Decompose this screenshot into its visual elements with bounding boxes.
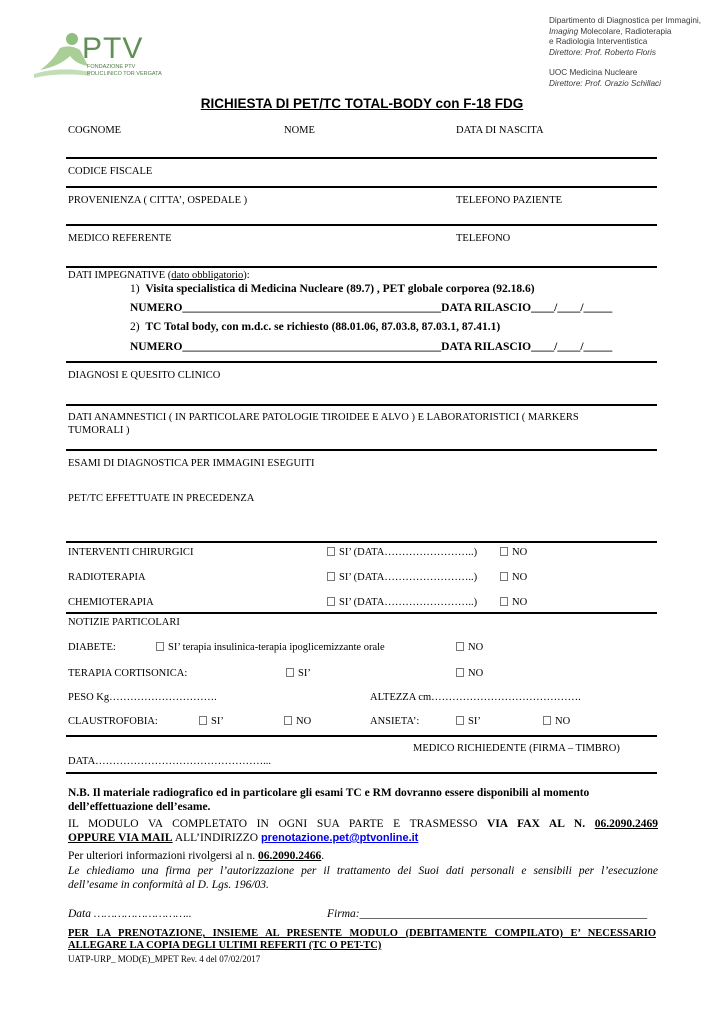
- impegnativa-item-2: 2) TC Total body, con m.d.c. se richiesto (88.01.06, 87.03.8, 87.03.1, 87.41.1): [130, 321, 501, 333]
- header-line1: Dipartimento di Diagnostica per Immagini,: [549, 16, 701, 25]
- divider: [66, 541, 657, 543]
- chemioterapia-no-option[interactable]: NO: [500, 597, 527, 608]
- email-link[interactable]: prenotazione.pet@ptvonline.it: [260, 832, 419, 844]
- anamnestici-label: DATI ANAMNESTICI ( IN PARTICOLARE PATOLOGIE TIROIDEE E ALVO ) E LABORATORISTICI ( MARKERS: [68, 412, 579, 423]
- checkbox-icon: [327, 572, 335, 581]
- data-nascita-label: DATA DI NASCITA: [456, 125, 544, 136]
- modulo-line-2: OPPURE VIA MAIL ALL’INDIRIZZO prenotazione.pet@ptvonline.it: [68, 832, 419, 844]
- checkbox-icon: [284, 716, 292, 725]
- page-title: RICHIESTA DI PET/TC TOTAL-BODY con F-18 FDG: [200, 96, 524, 111]
- firma-field[interactable]: Firma:__________________________________________________: [327, 908, 648, 920]
- nb-line-2: dell’effettuazione dell’esame.: [68, 801, 211, 813]
- notizie-title: NOTIZIE PARTICOLARI: [68, 617, 180, 628]
- claustrofobia-si-option[interactable]: SI’: [199, 716, 224, 727]
- diabete-no-option[interactable]: NO: [456, 642, 483, 653]
- cortisonica-no-option[interactable]: NO: [456, 668, 483, 679]
- pet-precedenza-label: PET/TC EFFETTUATE IN PRECEDENZA: [68, 493, 255, 504]
- diabete-label: DIABETE:: [68, 642, 116, 653]
- interventi-no-option[interactable]: NO: [500, 547, 527, 558]
- medico-referente-label: MEDICO REFERENTE: [68, 233, 172, 244]
- header-line4: Direttore: Prof. Roberto Floris: [549, 47, 656, 57]
- ansieta-no-option[interactable]: NO: [543, 716, 570, 727]
- provenienza-label: PROVENIENZA ( CITTA’, OSPEDALE ): [68, 195, 248, 206]
- divider: [66, 449, 657, 451]
- prenotazione-line-1: PER LA PRENOTAZIONE, INSIEME AL PRESENTE MODULO (DEBITAMENTE COMPILATO) E’ NECESSARIO: [68, 928, 656, 939]
- radioterapia-label: RADIOTERAPIA: [68, 572, 146, 583]
- claustrofobia-label: CLAUSTROFOBIA:: [68, 716, 158, 727]
- ansieta-label: ANSIETA’:: [370, 716, 420, 727]
- interventi-label: INTERVENTI CHIRURGICI: [68, 547, 194, 558]
- department-header: [549, 16, 701, 89]
- chemioterapia-label: CHEMIOTERAPIA: [68, 597, 154, 608]
- header-line2: Imaging Molecolare, Radioterapia: [549, 26, 672, 36]
- diagnosi-label: DIAGNOSI E QUESITO CLINICO: [68, 370, 221, 381]
- checkbox-icon: [543, 716, 551, 725]
- numero-data-line-2: NUMERO_____________________________________________DATA RILASCIO____/____/_____: [130, 341, 613, 353]
- divider: [66, 612, 657, 614]
- privacy-line-2: dell’esame in conformità al D. Lgs. 196/03.: [68, 879, 269, 891]
- divider: [66, 404, 657, 406]
- esami-label: ESAMI DI DIAGNOSTICA PER IMMAGINI ESEGUITI: [68, 458, 315, 469]
- nb-line-1: N.B. Il materiale radiografico ed in particolare gli esami TC e RM dovranno essere disponibili al momento: [68, 787, 590, 799]
- divider: [66, 361, 657, 363]
- checkbox-icon: [500, 572, 508, 581]
- logo-sub1: FONDAZIONE PTV: [87, 64, 136, 70]
- radioterapia-si-option[interactable]: SI’ (DATA……………………..): [327, 572, 477, 583]
- checkbox-icon: [199, 716, 207, 725]
- info-line: Per ulteriori informazioni rivolgersi al n. 06.2090.2466.: [68, 850, 325, 862]
- data-sign-field[interactable]: Data ………………………..: [68, 908, 192, 920]
- radioterapia-no-option[interactable]: NO: [500, 572, 527, 583]
- modulo-line-1: IL MODULO VA COMPLETATO IN OGNI SUA PARTE E TRASMESSO VIA FAX AL N. 06.2090.2469: [68, 818, 658, 830]
- logo-text: PTV: [82, 32, 144, 65]
- divider: [66, 735, 657, 737]
- peso-field[interactable]: PESO Kg………………………….: [68, 692, 217, 703]
- divider: [66, 157, 657, 159]
- privacy-line-1: Le chiediamo una firma per l’autorizzazione per il trattamento dei Suoi dati personali e sensibili per l’esecuzione: [68, 865, 658, 877]
- ptv-logo: [30, 26, 170, 86]
- header-line3: e Radiologia Interventistica: [549, 37, 648, 46]
- interventi-si-option[interactable]: SI’ (DATA……………………..): [327, 547, 477, 558]
- checkbox-icon: [327, 547, 335, 556]
- header-line6: Direttore: Prof. Orazio Schillaci: [549, 78, 661, 88]
- checkbox-icon: [456, 716, 464, 725]
- divider: [66, 772, 657, 774]
- cortisonica-label: TERAPIA CORTISONICA:: [68, 668, 188, 679]
- claustrofobia-no-option[interactable]: NO: [284, 716, 311, 727]
- header-line5: UOC Medicina Nucleare: [549, 68, 638, 77]
- nome-label: NOME: [284, 125, 315, 136]
- medico-richiedente-label: MEDICO RICHIEDENTE (FIRMA – TIMBRO): [413, 743, 620, 754]
- checkbox-icon: [456, 668, 464, 677]
- telefono-label: TELEFONO: [456, 233, 511, 244]
- prenotazione-line-2: ALLEGARE LA COPIA DEGLI ULTIMI REFERTI (TC O PET-TC): [68, 940, 382, 951]
- altezza-field[interactable]: ALTEZZA cm…………………………………….: [370, 692, 581, 703]
- data-field[interactable]: DATA…………………………………………...: [68, 756, 272, 767]
- checkbox-icon: [156, 642, 164, 651]
- divider: [66, 186, 657, 188]
- impegnative-label: DATI IMPEGNATIVE (dato obbligatorio):: [68, 270, 250, 281]
- checkbox-icon: [500, 597, 508, 606]
- codice-fiscale-label: CODICE FISCALE: [68, 166, 153, 177]
- divider: [66, 266, 657, 268]
- cognome-label: COGNOME: [68, 125, 122, 136]
- cortisonica-si-option[interactable]: SI’: [286, 668, 311, 679]
- diabete-si-option[interactable]: SI’ terapia insulinica-terapia ipoglicemizzante orale: [156, 642, 385, 653]
- numero-data-line-1: NUMERO_____________________________________________DATA RILASCIO____/____/_____: [130, 302, 613, 314]
- checkbox-icon: [327, 597, 335, 606]
- logo-sub2: POLICLINICO TOR VERGATA: [87, 71, 162, 77]
- footer-code: UATP-URP_ MOD(E)_MPET Rev. 4 del 07/02/2017: [68, 954, 261, 964]
- anamnestici-label-2: TUMORALI ): [68, 425, 130, 436]
- ansieta-si-option[interactable]: SI’: [456, 716, 481, 727]
- chemioterapia-si-option[interactable]: SI’ (DATA……………………..): [327, 597, 477, 608]
- telefono-paziente-label: TELEFONO PAZIENTE: [456, 195, 563, 206]
- impegnativa-item-1: 1) Visita specialistica di Medicina Nucleare (89.7) , PET globale corporea (92.18.6): [130, 283, 535, 295]
- checkbox-icon: [286, 668, 294, 677]
- divider: [66, 224, 657, 226]
- checkbox-icon: [456, 642, 464, 651]
- checkbox-icon: [500, 547, 508, 556]
